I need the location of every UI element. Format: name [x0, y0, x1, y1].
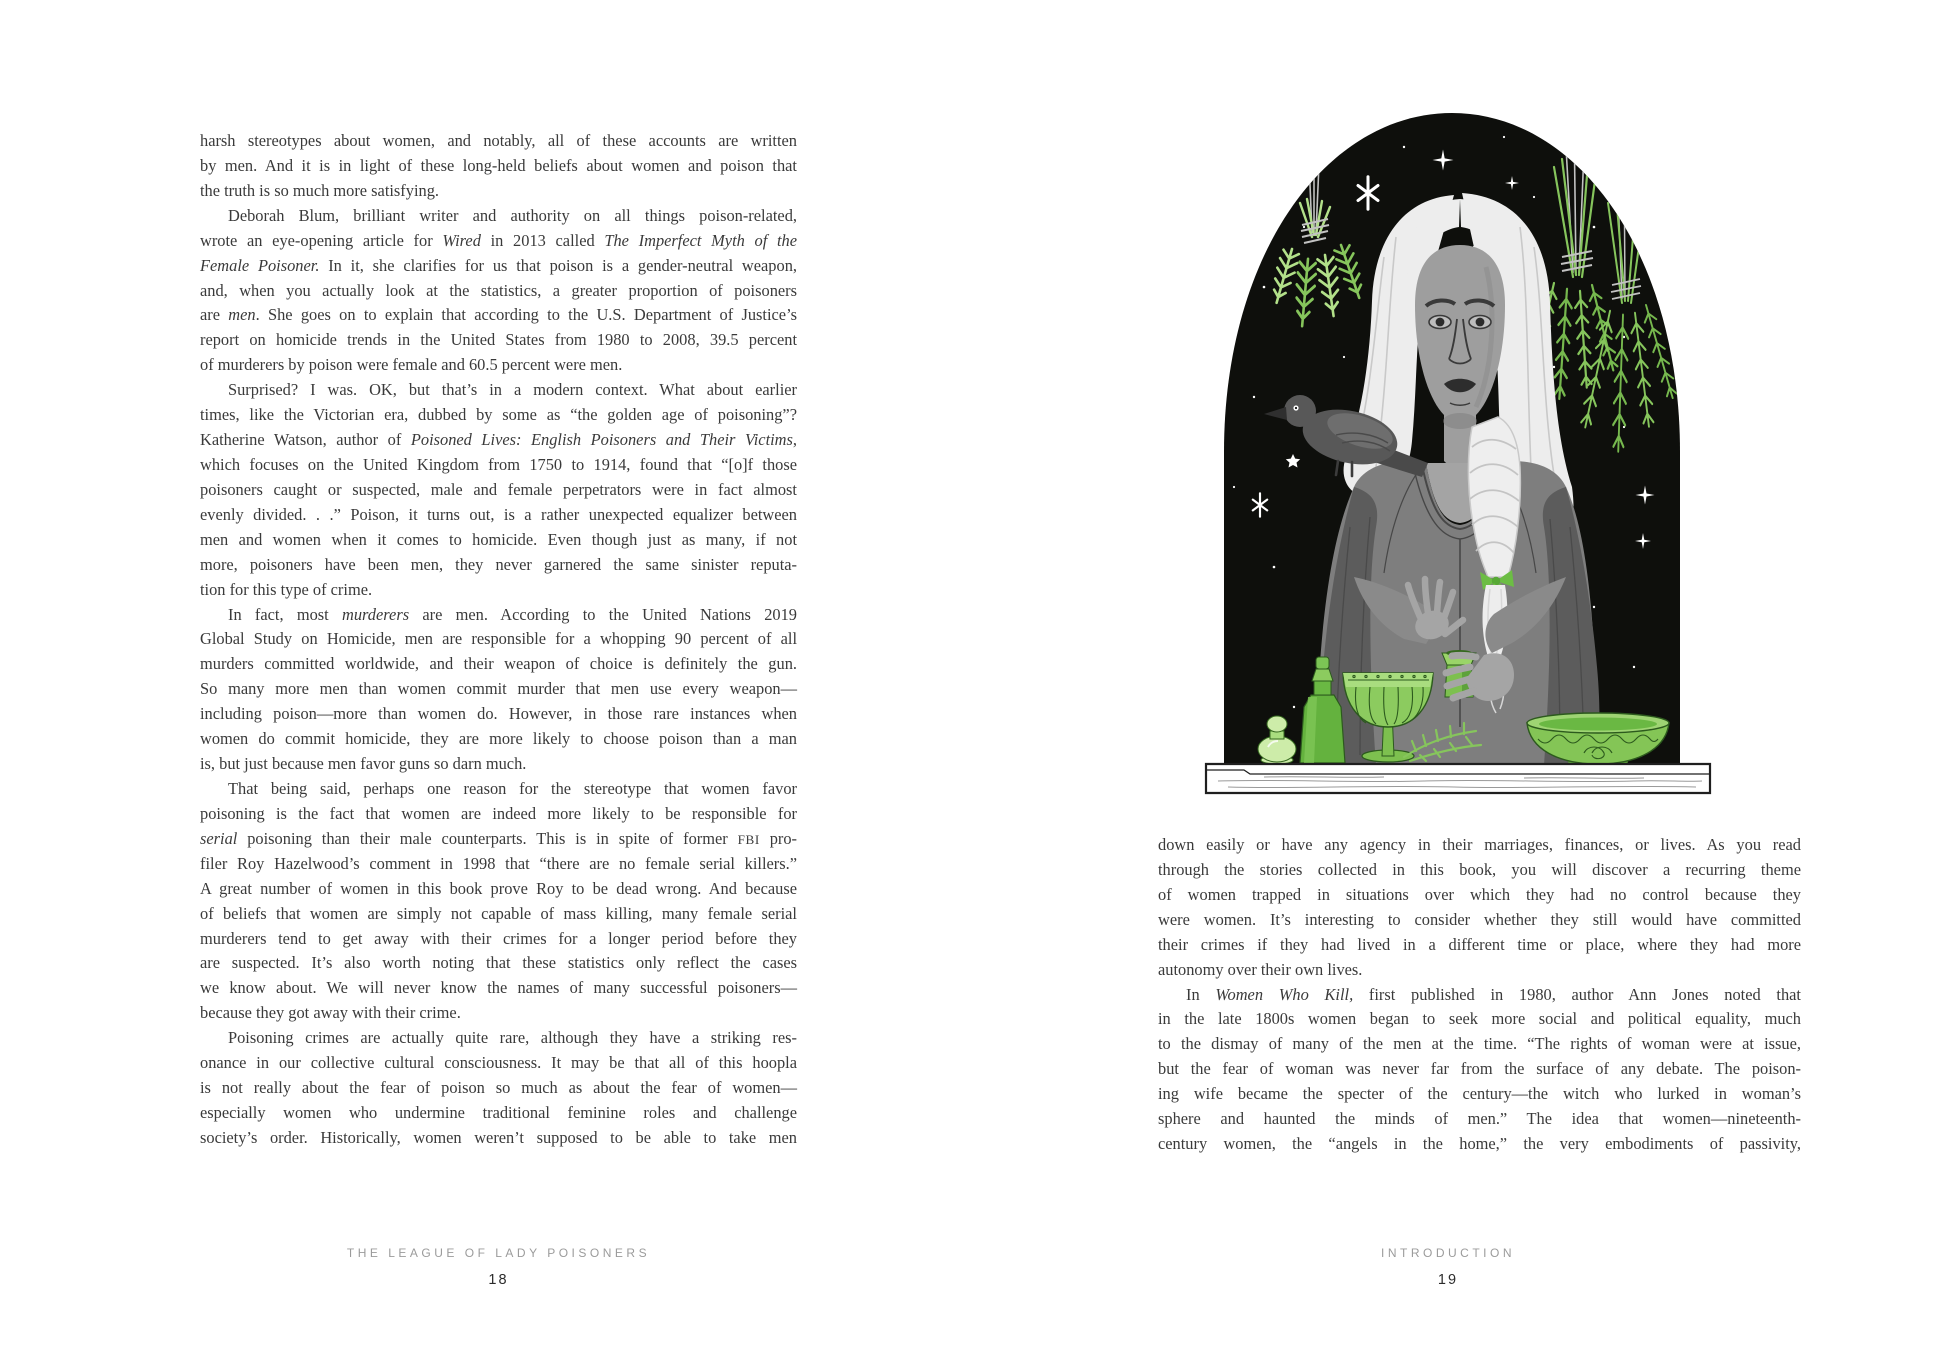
text-line: through the stories collected in this book, you will discover a recurring theme [1158, 859, 1801, 879]
text-line: of women trapped in situations over which they had no control because they [1158, 884, 1801, 904]
text-line: So many more men than women commit murder that men use every weapon— [200, 679, 797, 699]
text-line: report on homicide trends in the United States from 1980 to 2008, 39.5 percent [200, 330, 797, 350]
text-line: Katherine Watson, author of Poisoned Lives: English Poisoners and Their Victims, [200, 430, 797, 450]
page-number-right: 19 [1437, 1272, 1459, 1288]
text-line: of murderers by poison were female and 60.5 percent were men. [200, 355, 623, 375]
text-line: their crimes if they had lived in a different time or place, where they had more [1158, 934, 1801, 954]
text-line: Poisoning crimes are actually quite rare, although they have a striking res- [228, 1028, 797, 1048]
text-line: in the late 1800s women began to seek more social and political equality, much [1158, 1009, 1801, 1029]
text-line: were women. It’s interesting to consider whether they still would have committed [1158, 909, 1801, 929]
text-line: autonomy over their own lives. [1158, 959, 1363, 979]
text-line: ing wife became the specter of the century—the witch who lurked in woman’s [1158, 1084, 1801, 1104]
text-line: wrote an eye-opening article for Wired in 2013 called The Imperfect Myth of the [200, 230, 797, 250]
text-line: down easily or have any agency in their marriages, finances, or lives. As you read [1158, 835, 1801, 854]
text-line: men and women when it comes to homicide. Even though just as many, if not [200, 529, 797, 549]
text-line: is, but just because men favor guns so darn much. [200, 754, 527, 774]
text-line: Female Poisoner. In it, she clarifies for us that poison is a gender-neutral weapon, [200, 255, 797, 275]
arch-illustration-svg [1204, 107, 1712, 802]
text-line: are men. She goes on to explain that according to the U.S. Department of Justice’s [200, 305, 798, 325]
left-page-footer [200, 1246, 797, 1288]
right-page-text-column [1158, 833, 1801, 1157]
text-line: harsh stereotypes about women, and notably, all of these accounts are written [200, 131, 797, 150]
text-line: tion for this type of crime. [200, 579, 373, 599]
text-line: sphere and haunted the minds of men.” The idea that women—nineteenth- [1158, 1109, 1801, 1129]
text-line: by men. And it is in light of these long-held beliefs about women and poison that [200, 155, 797, 175]
text-line: century women, the “angels in the home,” the very embodiments of passivity, [1158, 1134, 1801, 1154]
text-line: poisoning is the fact that women are indeed more likely to be responsible for [200, 803, 797, 823]
text-line: more, poisoners have been men, they never garnered the same sinister reputa- [200, 554, 797, 574]
text-line: which focuses on the United Kingdom from 1750 to 1914, found that “[o]f those [200, 454, 797, 474]
text-line: but the fear of woman was never far from the surface of any debate. The poison- [1158, 1059, 1801, 1079]
text-line: Surprised? I was. OK, but that’s in a modern context. What about earlier [228, 380, 797, 400]
text-line: women do commit homicide, they are more likely to choose poison than a man [200, 729, 797, 749]
text-line: That being said, perhaps one reason for the stereotype that women favor [228, 778, 797, 798]
text-line: because they got away with their crime. [200, 1003, 461, 1023]
text-line: In Women Who Kill, first published in 1980, author Ann Jones noted that [1186, 984, 1801, 1004]
text-line: Global Study on Homicide, men are responsible for a whopping 90 percent of all [200, 629, 797, 649]
text-line: are suspected. It’s also worth noting that these statistics only reflect the cases [200, 953, 797, 973]
text-line: onance in our collective cultural consciousness. It may be that all of this hoopla [200, 1053, 797, 1073]
text-line: In fact, most murderers are men. According to the United Nations 2019 [228, 604, 797, 624]
left-page-text-column [200, 129, 797, 1151]
shelf [1206, 764, 1710, 793]
text-line: and, when you actually look at the statistics, a greater proportion of poisoners [200, 280, 797, 300]
text-line: A great number of women in this book prove Roy to be dead wrong. And because [200, 878, 797, 898]
text-line: society’s order. Historically, women weren’t supposed to be able to take men [200, 1127, 797, 1147]
right-page-footer [1148, 1246, 1748, 1288]
text-line: serial poisoning than their male counterparts. This is in spite of former FBI pro- [200, 828, 798, 848]
text-line: is not really about the fear of poison so much as about the fear of women— [200, 1078, 797, 1098]
poisoner-illustration [1204, 107, 1712, 802]
running-footer-book-title: THE LEAGUE OF LADY POISONERS [346, 1246, 651, 1260]
text-line: of beliefs that women are simply not capable of mass killing, many female serial [200, 903, 797, 923]
text-line: evenly divided. . .” Poison, it turns out, is a rather unexpected equalizer between [200, 504, 797, 524]
text-line: to the dismay of many of the men at the time. “The rights of woman were at issue, [1158, 1034, 1801, 1054]
running-footer-chapter-title: INTRODUCTION [1381, 1246, 1515, 1260]
text-line: including poison—more than women do. However, in those rare instances when [200, 704, 797, 724]
text-line: especially women who undermine traditional feminine roles and challenge [200, 1102, 797, 1122]
text-line: poisoners caught or suspected, male and female perpetrators were in fact almost [200, 479, 797, 499]
text-line: murders committed worldwide, and their weapon of choice is definitely the gun. [200, 654, 797, 674]
text-line: we know about. We will never know the names of many successful poisoners— [200, 978, 797, 998]
text-line: times, like the Victorian era, dubbed by some as “the golden age of poisoning”? [200, 405, 797, 425]
text-line: murderers tend to get away with their crimes for a longer period before they [200, 928, 797, 948]
text-line: filer Roy Hazelwood’s comment in 1998 that “there are no female serial killers.” [200, 853, 797, 873]
text-line: Deborah Blum, brilliant writer and authority on all things poison-related, [228, 205, 797, 225]
page-number-left: 18 [488, 1272, 509, 1288]
text-line: the truth is so much more satisfying. [200, 180, 440, 200]
